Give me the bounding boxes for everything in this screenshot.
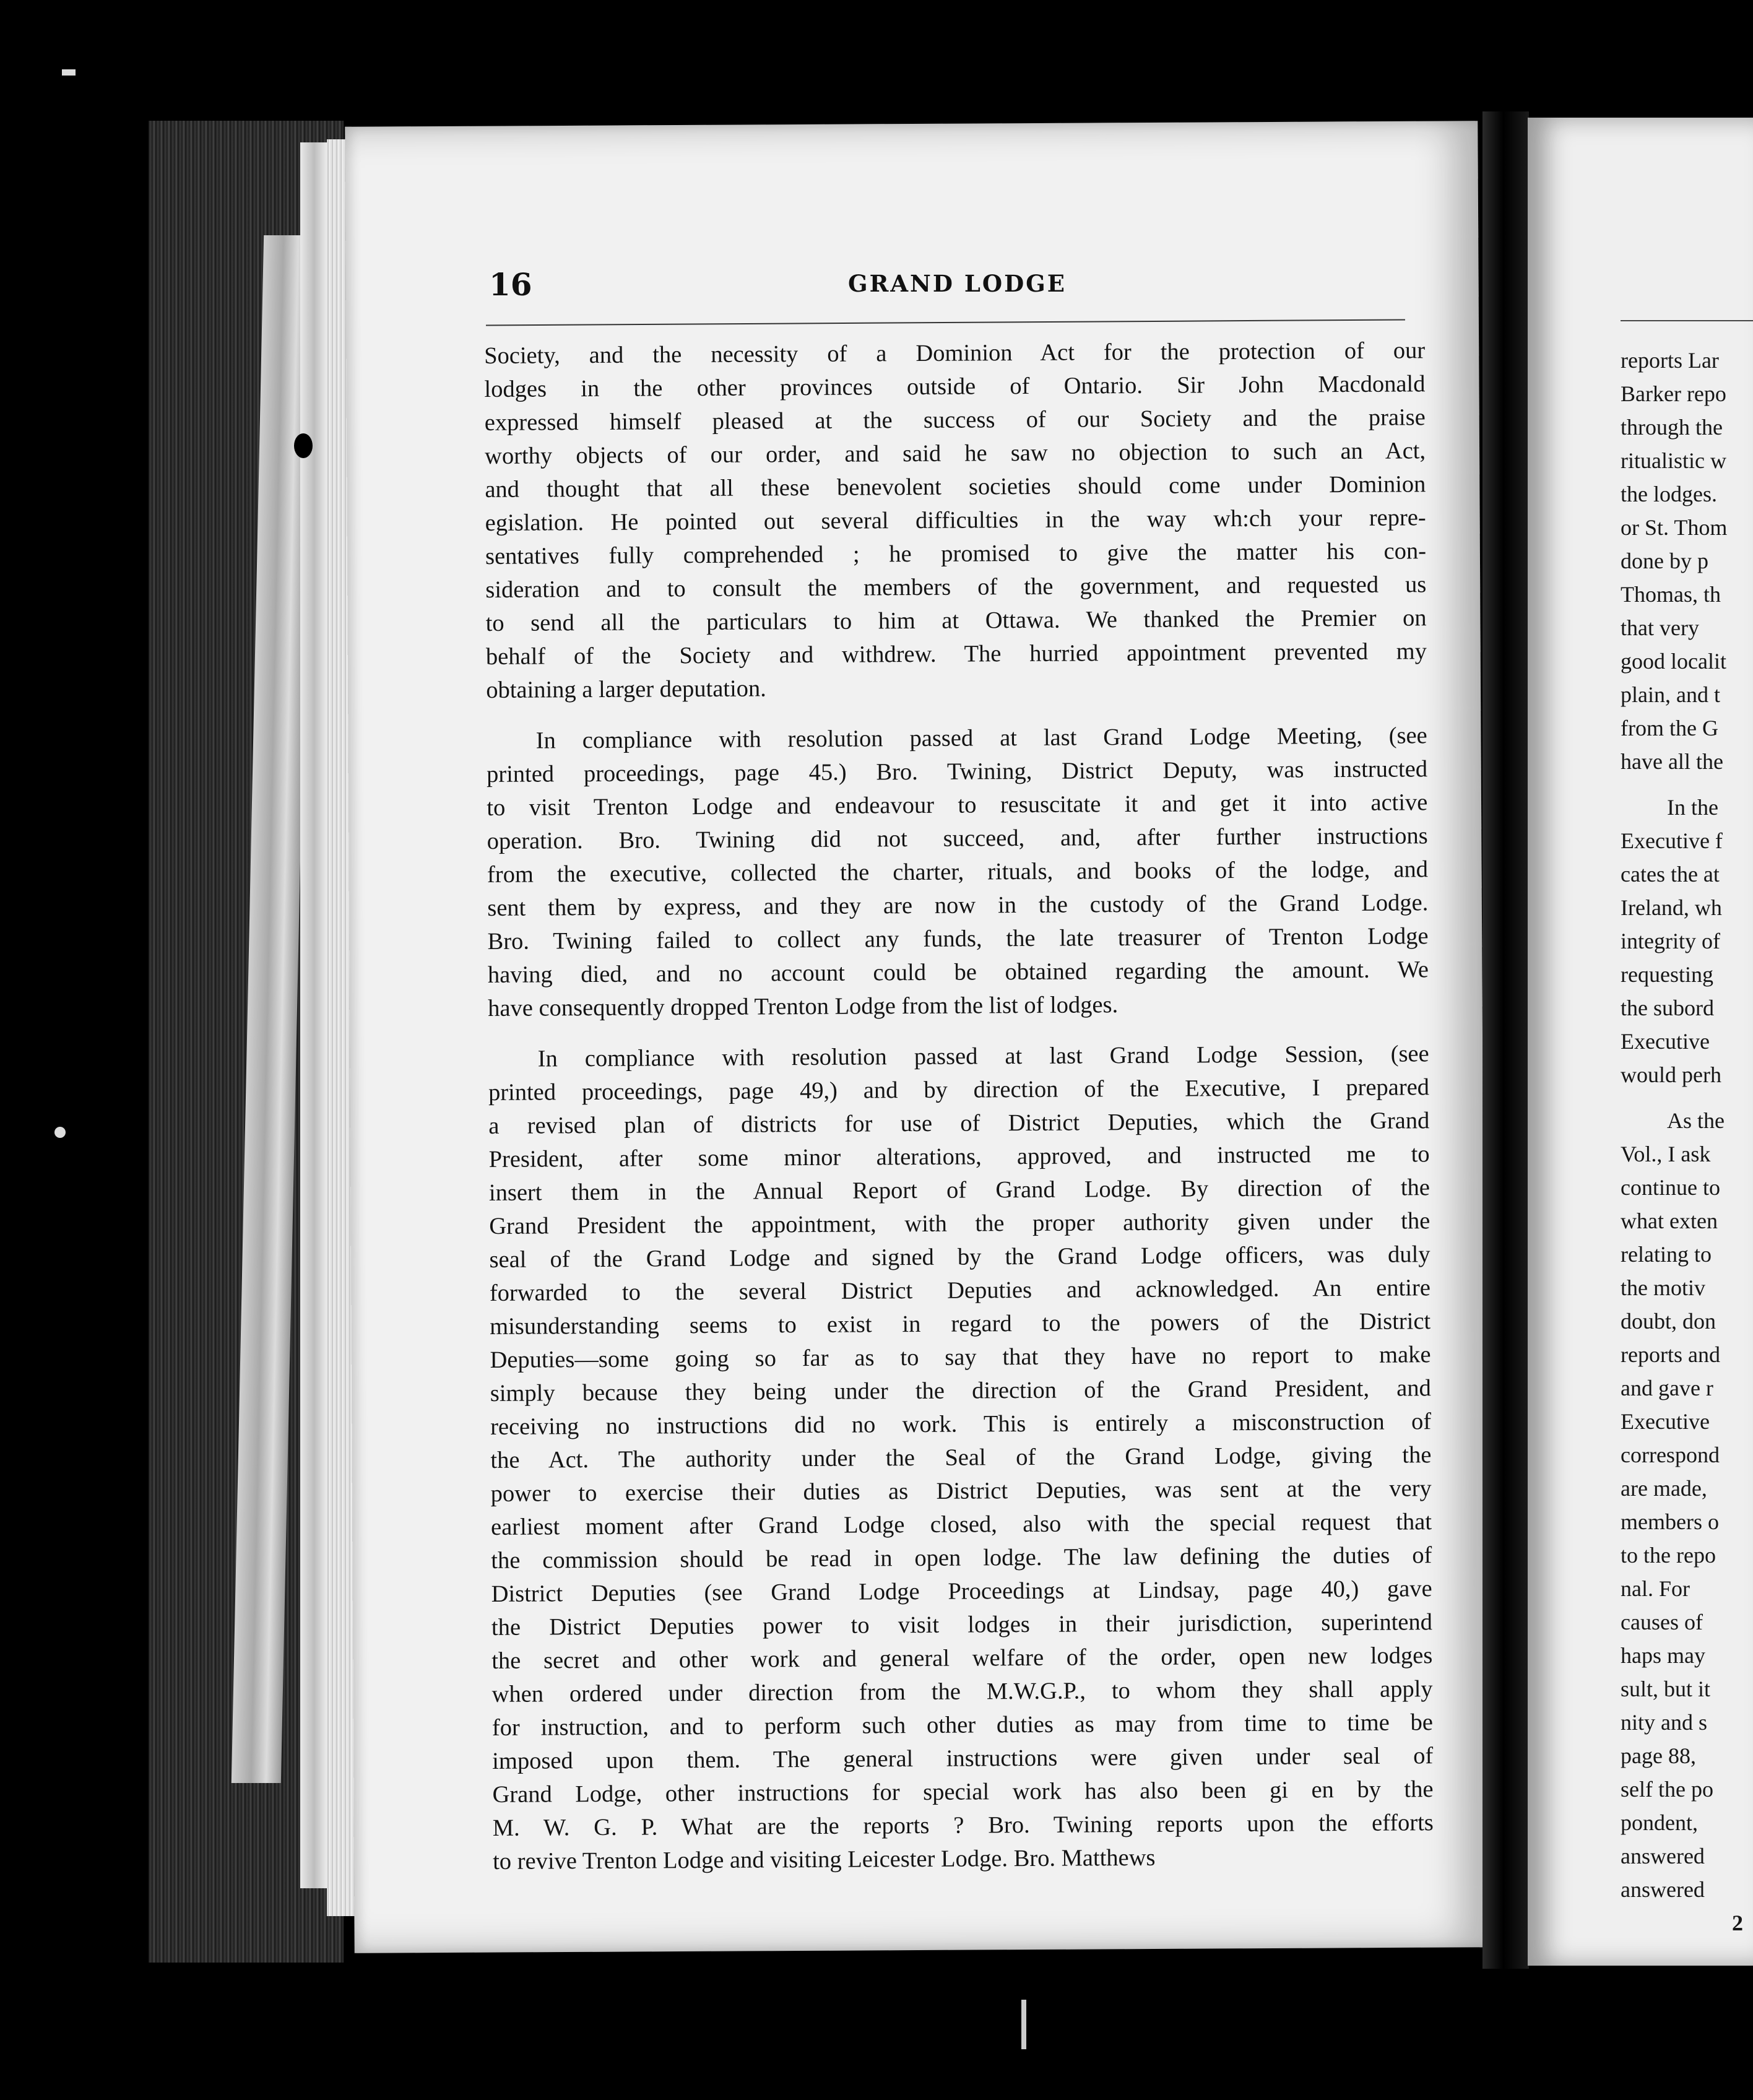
page-edge-strip-inner: [300, 142, 328, 1888]
text-line: printed proceedings, page 45.) Bro. Twining, District Deputy, was instructed: [486, 756, 1428, 788]
text-line: a revised plan of districts for use of District Deputies, which the Grand: [488, 1108, 1430, 1139]
text-line: seal of the Grand Lodge and signed by the Grand Lodge officers, was duly: [489, 1241, 1431, 1273]
facing-page-line: sult, but it: [1621, 1677, 1711, 1701]
facing-page-line: pondent,: [1621, 1810, 1698, 1835]
facing-page-line: relating to: [1621, 1242, 1712, 1267]
text-line: printed proceedings, page 49,) and by direction of the Executive, I prepared: [488, 1074, 1430, 1106]
text-line: Bro. Twining failed to collect any funds, the late treasurer of Trenton Lodge: [487, 923, 1429, 955]
facing-page-line: or St. Thom: [1621, 515, 1728, 540]
facing-page-line: that very: [1621, 615, 1699, 640]
facing-page-line: continue to: [1621, 1175, 1720, 1200]
facing-page-line: are made,: [1621, 1476, 1707, 1501]
text-line: the secret and other work and general welfare of the order, open new lodges: [491, 1642, 1433, 1674]
facing-page-line: plain, and t: [1621, 682, 1720, 707]
facing-page-line: the subord: [1621, 996, 1714, 1020]
facing-page-line: what exten: [1621, 1208, 1718, 1233]
facing-page-gap: [1621, 1091, 1753, 1104]
text-line: for instruction, and to perform such other duties as may from time to time be: [491, 1709, 1434, 1741]
text-line: power to exercise their duties as District Deputies, was sent at the very: [490, 1475, 1432, 1507]
text-line: the commission should be read in open lodge. The law defining the duties of: [491, 1542, 1432, 1574]
text-line: the Act. The authority under the Seal of the Grand Lodge, giving the: [490, 1442, 1432, 1473]
text-line: In compliance with resolution passed at last Grand Lodge Meeting, (see: [535, 722, 1427, 754]
paragraph: [487, 719, 1429, 1025]
body-text: [484, 334, 1434, 1896]
text-line: sent them by express, and they are now in the custody of the Grand Lodge.: [487, 890, 1429, 921]
facing-page-line: answered: [1621, 1877, 1705, 1902]
facing-page-line: reports Lar: [1621, 348, 1719, 373]
facing-page-line: have all the: [1621, 749, 1723, 774]
text-line: Grand President the appointment, with the proper authority given under the: [489, 1208, 1431, 1239]
binding-hole: [294, 433, 313, 458]
paragraph: [484, 334, 1427, 707]
text-line: District Deputies (see Grand Lodge Proceedings at Lindsay, page 40,) gave: [491, 1576, 1432, 1607]
facing-page-line: As the: [1667, 1108, 1725, 1133]
facing-page-line: the motiv: [1621, 1275, 1705, 1300]
text-line: Grand Lodge, other instructions for special work has also been gi en by the: [492, 1776, 1434, 1808]
text-line: sideration and to consult the members of the government, and requested us: [485, 571, 1427, 603]
facing-page-line: reports and: [1621, 1342, 1720, 1367]
facing-page-line: answered: [1621, 1844, 1705, 1868]
text-line: receiving no instructions did no work. This is entirely a misconstruction of: [490, 1408, 1432, 1440]
text-line: the District Deputies power to visit lodges in their jurisdiction, superintend: [491, 1609, 1433, 1641]
scan-speck: [54, 1127, 66, 1138]
facing-page-line: Thomas, th: [1621, 582, 1721, 607]
facing-page-line: ritualistic w: [1621, 448, 1726, 473]
facing-page-line: would perh: [1621, 1062, 1721, 1087]
text-line: operation. Bro. Twining did not succeed, and, after further instructions: [487, 823, 1428, 854]
facing-page-line: Executive: [1621, 1029, 1710, 1054]
text-line: and thought that all these benevolent societies should come under Dominion: [485, 471, 1426, 503]
text-line: simply because they being under the direction of the Grand President, and: [490, 1375, 1431, 1407]
text-line: lodges in the other provinces outside of Ontario. Sir John Macdonald: [484, 371, 1426, 402]
facing-page-line: Barker repo: [1621, 381, 1726, 406]
facing-page-line: integrity of: [1621, 929, 1720, 953]
text-line: In compliance with resolution passed at last Grand Lodge Session, (see: [537, 1041, 1429, 1072]
facing-page-line: to the repo: [1621, 1543, 1716, 1568]
running-head: GRAND LODGE: [848, 270, 1067, 297]
text-line: sentatives fully comprehended ; he promised to give the matter his con-: [485, 538, 1427, 570]
text-line: forwarded to the several District Deputies and acknowledged. An entire: [489, 1275, 1431, 1306]
text-line: worthy objects of our order, and said he saw no objection to such an Act,: [484, 438, 1426, 469]
facing-page-line: nal. For: [1621, 1576, 1690, 1601]
text-line: insert them in the Annual Report of Grand Lodge. By direction of the: [488, 1174, 1431, 1206]
facing-page-line: requesting: [1621, 962, 1713, 987]
page-number: 16: [489, 266, 532, 303]
facing-page-line: doubt, don: [1621, 1309, 1716, 1334]
text-line: Deputies—some going so far as to say that they have no report to make: [490, 1342, 1431, 1373]
facing-page-text: [1621, 344, 1753, 1940]
facing-page-line: Vol., I ask: [1621, 1142, 1711, 1166]
scan-speck: [1021, 2000, 1026, 2049]
facing-page-line: self the po: [1621, 1777, 1713, 1802]
facing-page-line: Executive: [1621, 1409, 1710, 1434]
text-line: M. W. G. P. What are the reports ? Bro. Twining reports upon the efforts: [492, 1810, 1434, 1841]
facing-page-line: In the: [1667, 795, 1718, 820]
facing-page-line: cates the at: [1621, 862, 1720, 887]
text-line: when ordered under direction from the M.W.G.P., to whom they shall apply: [491, 1676, 1433, 1707]
facing-page-line: good localit: [1621, 649, 1726, 674]
facing-page-line: through the: [1621, 415, 1723, 440]
facing-page-line: 2: [1732, 1911, 1743, 1935]
text-line: have consequently dropped Trenton Lodge from the list of lodges.: [488, 992, 1119, 1022]
text-line: misunderstanding seems to exist in regard to the powers of the District: [490, 1308, 1431, 1340]
text-line: to send all the particulars to him at Ottawa. We thanked the Premier on: [485, 605, 1427, 636]
text-line: having died, and no account could be obtained regarding the amount. We: [487, 957, 1429, 988]
facing-page-line: members o: [1621, 1509, 1719, 1534]
text-line: from the executive, collected the charter, rituals, and books of the lodge, and: [487, 856, 1429, 888]
text-line: Society, and the necessity of a Dominion Act for the protection of our: [484, 337, 1426, 369]
facing-page-line: Executive f: [1621, 828, 1723, 853]
facing-page-line: haps may: [1621, 1643, 1705, 1668]
text-line: earliest moment after Grand Lodge closed, also with the special request that: [490, 1509, 1432, 1540]
text-line: expressed himself pleased at the success of our Society and the praise: [484, 404, 1426, 436]
text-line: obtaining a larger deputation.: [486, 675, 766, 703]
facing-page-line: causes of: [1621, 1610, 1703, 1634]
scan-speck: [62, 69, 76, 76]
text-line: President, after some minor alterations, approved, and instructed me to: [488, 1141, 1430, 1173]
facing-page-line: Ireland, wh: [1621, 895, 1722, 920]
text-line: to revive Trenton Lodge and visiting Leicester Lodge. Bro. Matthews: [493, 1844, 1156, 1875]
facing-page-gap: [1621, 778, 1753, 791]
facing-page-line: the lodges.: [1621, 482, 1717, 506]
text-line: behalf of the Society and withdrew. The hurried appointment prevented my: [485, 638, 1427, 670]
facing-page-line: page 88,: [1621, 1743, 1696, 1768]
text-line: to visit Trenton Lodge and endeavour to resuscitate it and get it into active: [487, 789, 1428, 821]
text-line: egislation. He pointed out several difficulties in the way wh:ch your repre-: [485, 505, 1426, 536]
facing-page-line: from the G: [1621, 716, 1718, 740]
facing-page-line: nity and s: [1621, 1710, 1707, 1735]
facing-page-line: correspond: [1621, 1443, 1720, 1467]
facing-page-line: and gave r: [1621, 1376, 1713, 1400]
paragraph: [488, 1037, 1434, 1878]
facing-page-rule: [1621, 320, 1753, 321]
text-line: imposed upon them. The general instructions were given under seal of: [492, 1743, 1434, 1774]
facing-page-line: done by p: [1621, 549, 1708, 573]
book-gutter: [1482, 111, 1529, 1969]
